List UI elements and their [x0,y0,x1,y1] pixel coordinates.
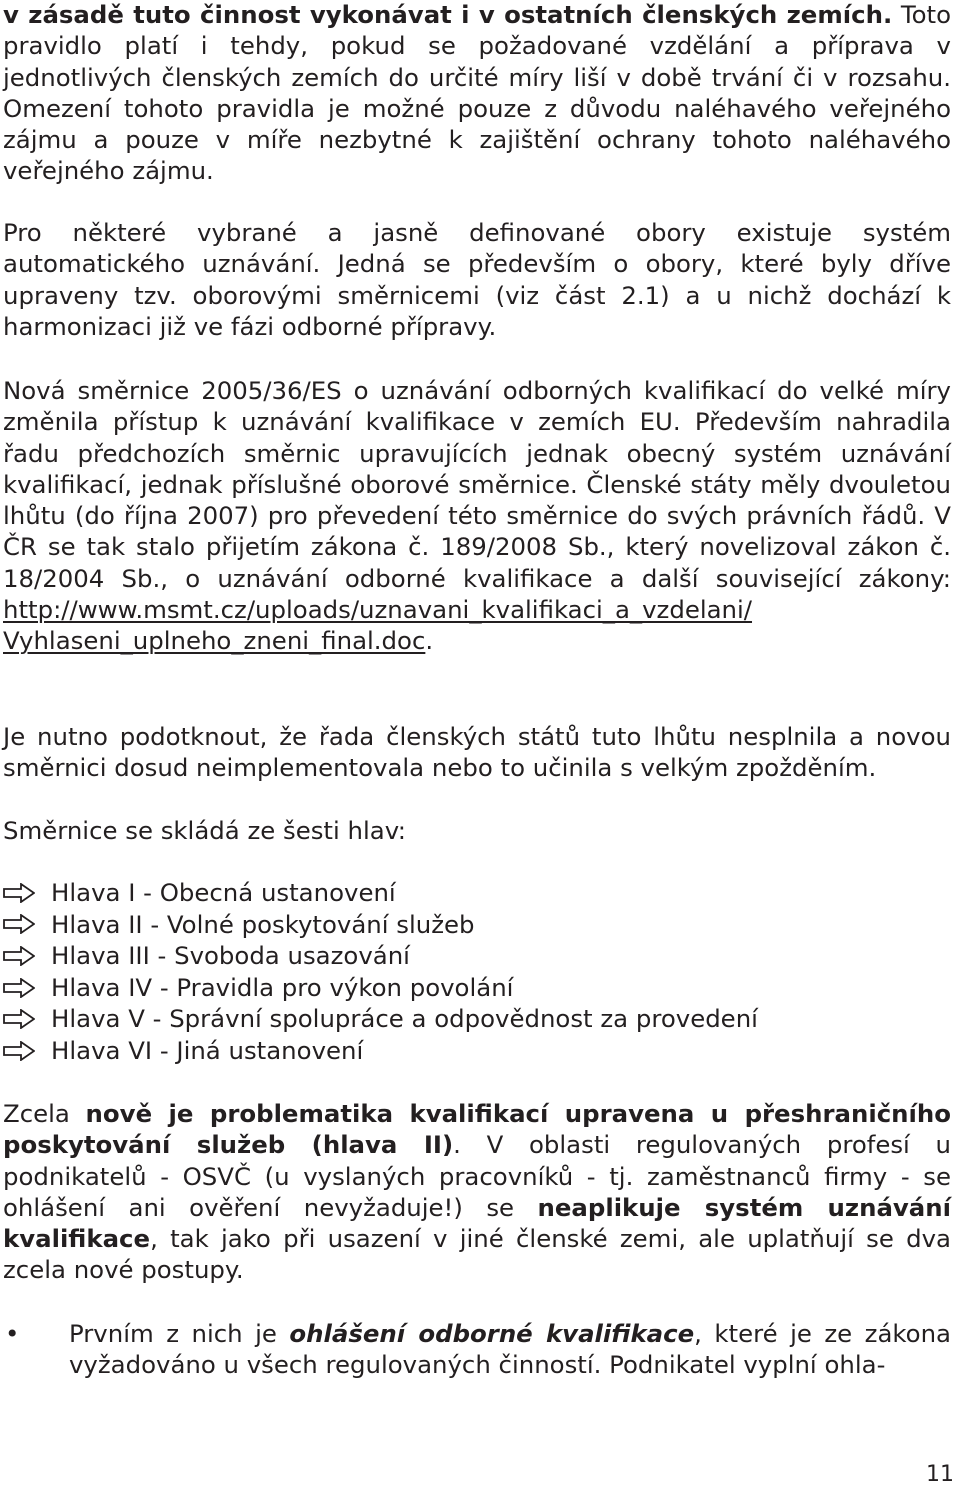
paragraph-3-text: Nová směrnice 2005/36/ES o uznávání odborných kvalifikací do velké míry změnila přístup k uznávání kvalifikace v zemích EU. Především nahradila řadu předchozích směrnic upravujících jednak obecný systém uznávání kvalifikací, jednak příslušné oborové směrnice. Členské státy měly dvouletou lhůtu (do října 2007) pro převedení této směrnice do svých právních řádů. V ČR se tak stalo přijetím zákona č. 189/2008 Sb., který novelizoval zákon č. 18/2004 Sb., o uznávání odborné kvalifikace a další související zákony: [3,376,951,593]
paragraph-6-text-3: , tak jako při usazení v jiné členské zemi, ale uplatňují se dva zcela nové postupy. [3,1224,951,1285]
chapter-label: Hlava III - Svoboda usazování [51,941,410,971]
list-item [3,972,951,1004]
arrow-right-icon [3,946,51,966]
paragraph-3-end: . [425,626,434,656]
paragraph-1 [3,0,951,187]
chapter-label: Hlava VI - Jiná ustanovení [51,1035,364,1065]
msmt-link-line-2: Vyhlaseni_uplneho_zneni_final.doc [3,626,426,656]
bullet-item [3,1318,951,1381]
paragraph-4: Je nutno podotknout, že řada členských států tuto lhůtu nesplnila a novou směrnici dosud neimplementovala nebo to učinila s velkým zpožděním. [3,722,951,783]
paragraph-6-text-2: . V oblasti regulovaných profesí u podnikatelů - OSVČ (u vyslaných pracovníků - tj. zaměstnanců firmy - se ohlášení ani ověření nevyžaduje!) se [3,1130,951,1222]
bullet-text [69,1318,951,1381]
paragraph-2: Pro některé vybrané a jasně definované obory existuje systém automatického uznávání. Jedná se především o obory, které byly dříve upraveny tzv. oborovými směrnicemi (viz část 2.1) a u nichž dochází k harmonizaci již ve fázi odborné přípravy. [3,218,951,341]
paragraph-6 [3,1098,951,1286]
page-number: 11 [926,1462,954,1487]
list-item [3,940,951,972]
arrow-right-icon [3,914,51,934]
bullet-text-2: , které je ze zákona vyžadováno u všech regulovaných činností. Podnikatel vyplní ohla- [69,1319,951,1380]
chapter-label: Hlava V - Správní spolupráce a odpovědnost za provedení [51,1004,758,1034]
list-item [3,877,951,909]
arrow-right-icon [3,1009,51,1029]
arrow-right-icon [3,1041,51,1061]
paragraph-6-text-1: Zcela [3,1099,86,1128]
list-item [3,1035,951,1067]
msmt-link[interactable] [3,595,752,655]
paragraph-1-bold: v zásadě tuto činnost vykonávat i v ostatních členských zemích. [3,0,893,29]
list-item [3,1003,951,1035]
paragraph-1-text: Toto pravidlo platí i tehdy, pokud se požadované vzdělání a příprava v jednotlivých členských zemích do určité míry liší v době trvání či v rozsahu. Omezení tohoto pravidla je možné pouze z důvodu naléhavého veřejného zájmu a pouze v míře nezbytné k zajištění ochrany tohoto naléhavého veřejného zájmu. [3,0,951,186]
list-item [3,909,951,941]
chapter-label: Hlava II - Volné poskytování služeb [51,909,475,939]
paragraph-5: Směrnice se skládá ze šesti hlav: [3,816,407,845]
chapter-label: Hlava IV - Pravidla pro výkon povolání [51,972,514,1002]
paragraph-6-bold-1: nově je problematika kvalifikací upravena u přeshraničního poskytování služeb (hlava II) [3,1099,951,1160]
paragraph-3 [3,375,951,657]
bullet-text-1: Prvním z nich je [69,1319,290,1348]
chapter-list [3,877,951,1067]
paragraph-6-bold-2: neaplikuje systém uznávání kvalifikace [3,1192,951,1254]
chapter-label: Hlava I - Obecná ustanovení [51,878,396,907]
bullet-icon: • [5,1319,20,1348]
arrow-right-icon [3,883,51,903]
msmt-link-line-1: http://www.msmt.cz/uploads/uznavani_kvalifikaci_a_vzdelani/ [3,595,753,625]
arrow-right-icon [3,978,51,998]
bullet-bold-italic: ohlášení odborné kvalifikace [289,1319,695,1348]
